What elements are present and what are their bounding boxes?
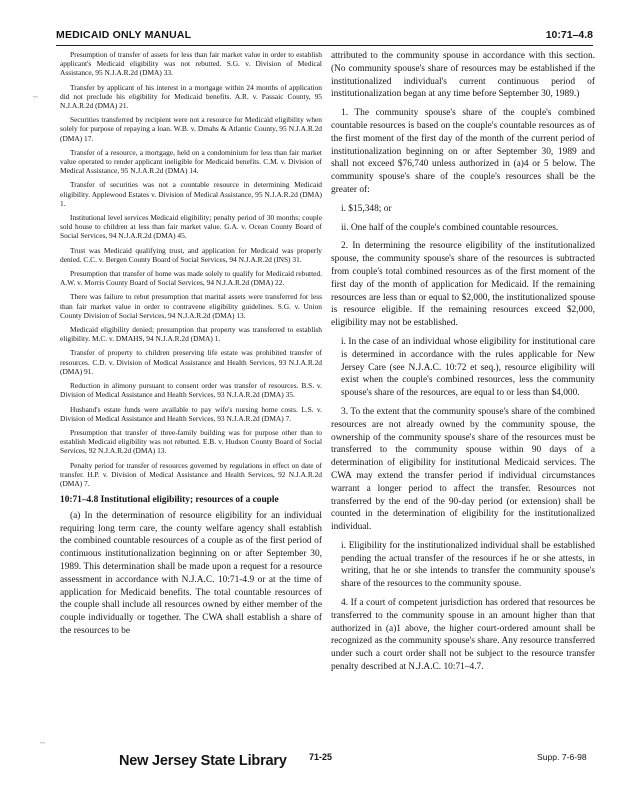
left-column: [60, 50, 322, 644]
page-footer: [0, 750, 618, 790]
annotation: Husband's estate funds were available to pay wife's nursing home costs. L.S. v. Division of Medical Assistance and Health Services, 93 N.J.A.R.2d (DMA) 7.: [60, 404, 322, 423]
paragraph-1-i: i. $15,348; or: [341, 203, 392, 214]
annotation: Presumption of transfer of assets for less than fair market value in order to establish applicant's Medicaid eligibility was not rebutted. S.G. v. Division of Medical Assistance, 95 N.J.A.R.2d (DMA) 33.: [60, 50, 322, 78]
library-stamp: New Jersey State Library: [119, 753, 287, 769]
paragraph-1: 1. The community spouse's share of the couple's combined countable resources is based on the couple's countable resources as of the first moment of the first day of the month of the current period of institutionalization beginning on or after September 30, 1989 and shall not exceed $76,740 unless authorized in (a)4 or 5 below. The community spouse's share of the couple's resources shall be the greater of:: [331, 108, 595, 195]
margin-mark: ~: [40, 738, 45, 748]
supplement-date: Supp. 7-6-98: [537, 752, 587, 762]
annotation: Transfer of property to children preserving life estate was prohibited transfer of resources. C.D. v. Division of Medical Assistance and Health Services, 93 N.J.A.R.2d (DMA) 91.: [60, 348, 322, 376]
paragraph-a: (a) In the determination of resource eligibility for an individual requiring long term care, the county welfare agency shall establish the combined countable resources of a couple as of the first period of continuous institutionalization beginning on or after September 30, 1989. This determination shall be made upon a request for a resource assessment in accordance with N.J.A.C. 10:71-4.9 or at the time of application for Medicaid benefits. The total countable resources of the couple shall include all resources owned by either member of the couple individually or together. The CWA shall establish a share of the resources to be: [60, 510, 322, 636]
running-header: [56, 27, 593, 46]
paragraph-2: 2. In determining the resource eligibility of the institutionalized spouse, the community spouse's share of the resources is subtracted from couple's total combined resources as of the first moment of the first day of the month of application for Medicaid. If the remaining resources are less than or equal to $2,000, the institutionalized spouse is resource eligible. If the remaining resources exceed $2,000, eligibility may not be established.: [331, 241, 595, 329]
annotation: Presumption that transfer of home was made solely to qualify for Medicaid rebutted. A.W. v. Morris County Board of Social Services, 94 N.J.A.R.2d (DMA) 22.: [60, 269, 322, 288]
paragraph-2-i: i. In the case of an individual whose eligibility for institutional care is determined in accordance with the rules applicable for New Jersey Care (see N.J.A.C. 10:72 et seq.), resource eligibility will exist when the couple's combined resources, less the community spouse's share of the resources, are equal to or less than $4,000.: [341, 336, 595, 399]
annotation: Reduction in alimony pursuant to consent order was transfer of resources. B.S. v. Division of Medical Assistance and Health Services, 93 N.J.A.R.2d (DMA) 35.: [60, 381, 322, 400]
annotation: There was failure to rebut presumption that marital assets were transferred for less than fair market value in order to contravene eligibility guidelines. S.G. v. Union County Division of Social Services, 94 N.J.A.R.2d (DMA) 13.: [60, 292, 322, 320]
annotation: Trust was Medicaid qualifying trust, and application for Medicaid was properly denied. C.C. v. Bergen County Board of Social Services, 94 N.J.A.R.2d (INS) 31.: [60, 245, 322, 264]
annotation: Transfer of a resource, a mortgage, held on a condominium for less than fair market value operated to render applicant ineligible for Medicaid benefits. C.M. v. Division of Medical Assistance, 95 N.J.A.R.2d (DMA) 14.: [60, 147, 322, 176]
margin-mark: ~: [33, 92, 38, 102]
page-number: 71-25: [309, 752, 333, 762]
annotation: Presumption that transfer of three-family building was for purpose other than to establish Medicaid eligibility was not rebutted. E.B. v. Hudson County Board of Social Services, 92 N.J.A.R.2d (DMA) 13.: [60, 427, 322, 456]
paragraph-3: 3. To the extent that the community spouse's share of the combined resources are not already owned by the community spouse, the ownership of the community spouse's share of the resources must be transferred to the community spouse within 90 days of a determination of eligibility for institutional Medicaid services. The CWA may extend the transfer period if individual circumstances warrant a longer period to affect the transfer. Resources not transferred by the end of the 90-day period (or extension) shall be counted in the determination of eligibility for the institutionalized individual.: [331, 406, 595, 533]
paragraph-3-i: i. Eligibility for the institutionalized individual shall be established pending the actual transfer of the resources if he or she attests, in writing, that he or she intends to transfer the community spouse's share of the resources to the community spouse.: [341, 540, 595, 590]
annotation: Penalty period for transfer of resources governed by regulations in effect on date of transfer. H.P. v. Division of Medical Assistance and Health Services, 92 N.J.A.R.2d (DMA) 7.: [60, 460, 322, 488]
annotation: Medicaid eligibility denied; presumption that property was transferred to establish eligibility. M.C. v. DMAHS, 94 N.J.A.R.2d (DMA) 1.: [60, 325, 322, 344]
paragraph-1-ii: ii. One half of the couple's combined countable resources.: [341, 222, 559, 233]
annotation: Institutional level services Medicaid eligibility; penalty period of 30 months; couple sold house to children at less than fair market value. G.A. v. Ocean County Board of Social Services, 94 N.J.A.R.2d (DMA) 45.: [60, 213, 322, 241]
annotation: Transfer by applicant of his interest in a mortgage within 24 months of application did not preclude his eligibility for Medicaid benefits. A.R. v. Passaic County, 95 N.J.A.R.2d (DMA) 21.: [60, 82, 322, 111]
annotation: Securities transferred by recipient were not a resource for Medicaid eligibility when solely for purpose of repaying a loan. W.B. v. Dmahs & Atlantic County, 95 N.J.A.R.2d (DMA) 17.: [60, 115, 322, 143]
annotation: Transfer of securities was not a countable resource in determining Medicaid eligibility. Applewood Estates v. Division of Medical Assistance, 95 N.J.A.R.2d (DMA) 1.: [60, 180, 322, 208]
section-heading: 10:71–4.8 Institutional eligibility; resources of a couple: [60, 495, 279, 506]
section-number: 10:71–4.8: [545, 29, 593, 41]
right-column: [331, 50, 595, 680]
paragraph-4: 4. If a court of competent jurisdiction has ordered that resources be transferred to the community spouse in an amount higher than that authorized in (a)1 above, the higher court-ordered amount shall be recognized as the community spouse's share. Any resource transferred under such a court order shall not be subject to the resource transfer penalty described at N.J.A.C. 10:71–4.7.: [331, 598, 595, 673]
paragraph-a-continued: attributed to the community spouse in accordance with this section. (No community spouse's share of resources may be established if the institutionalized individual's current continuous period of institutionalization began at any time before September 30, 1989.): [331, 51, 595, 100]
manual-title: MEDICAID ONLY MANUAL: [56, 29, 192, 41]
